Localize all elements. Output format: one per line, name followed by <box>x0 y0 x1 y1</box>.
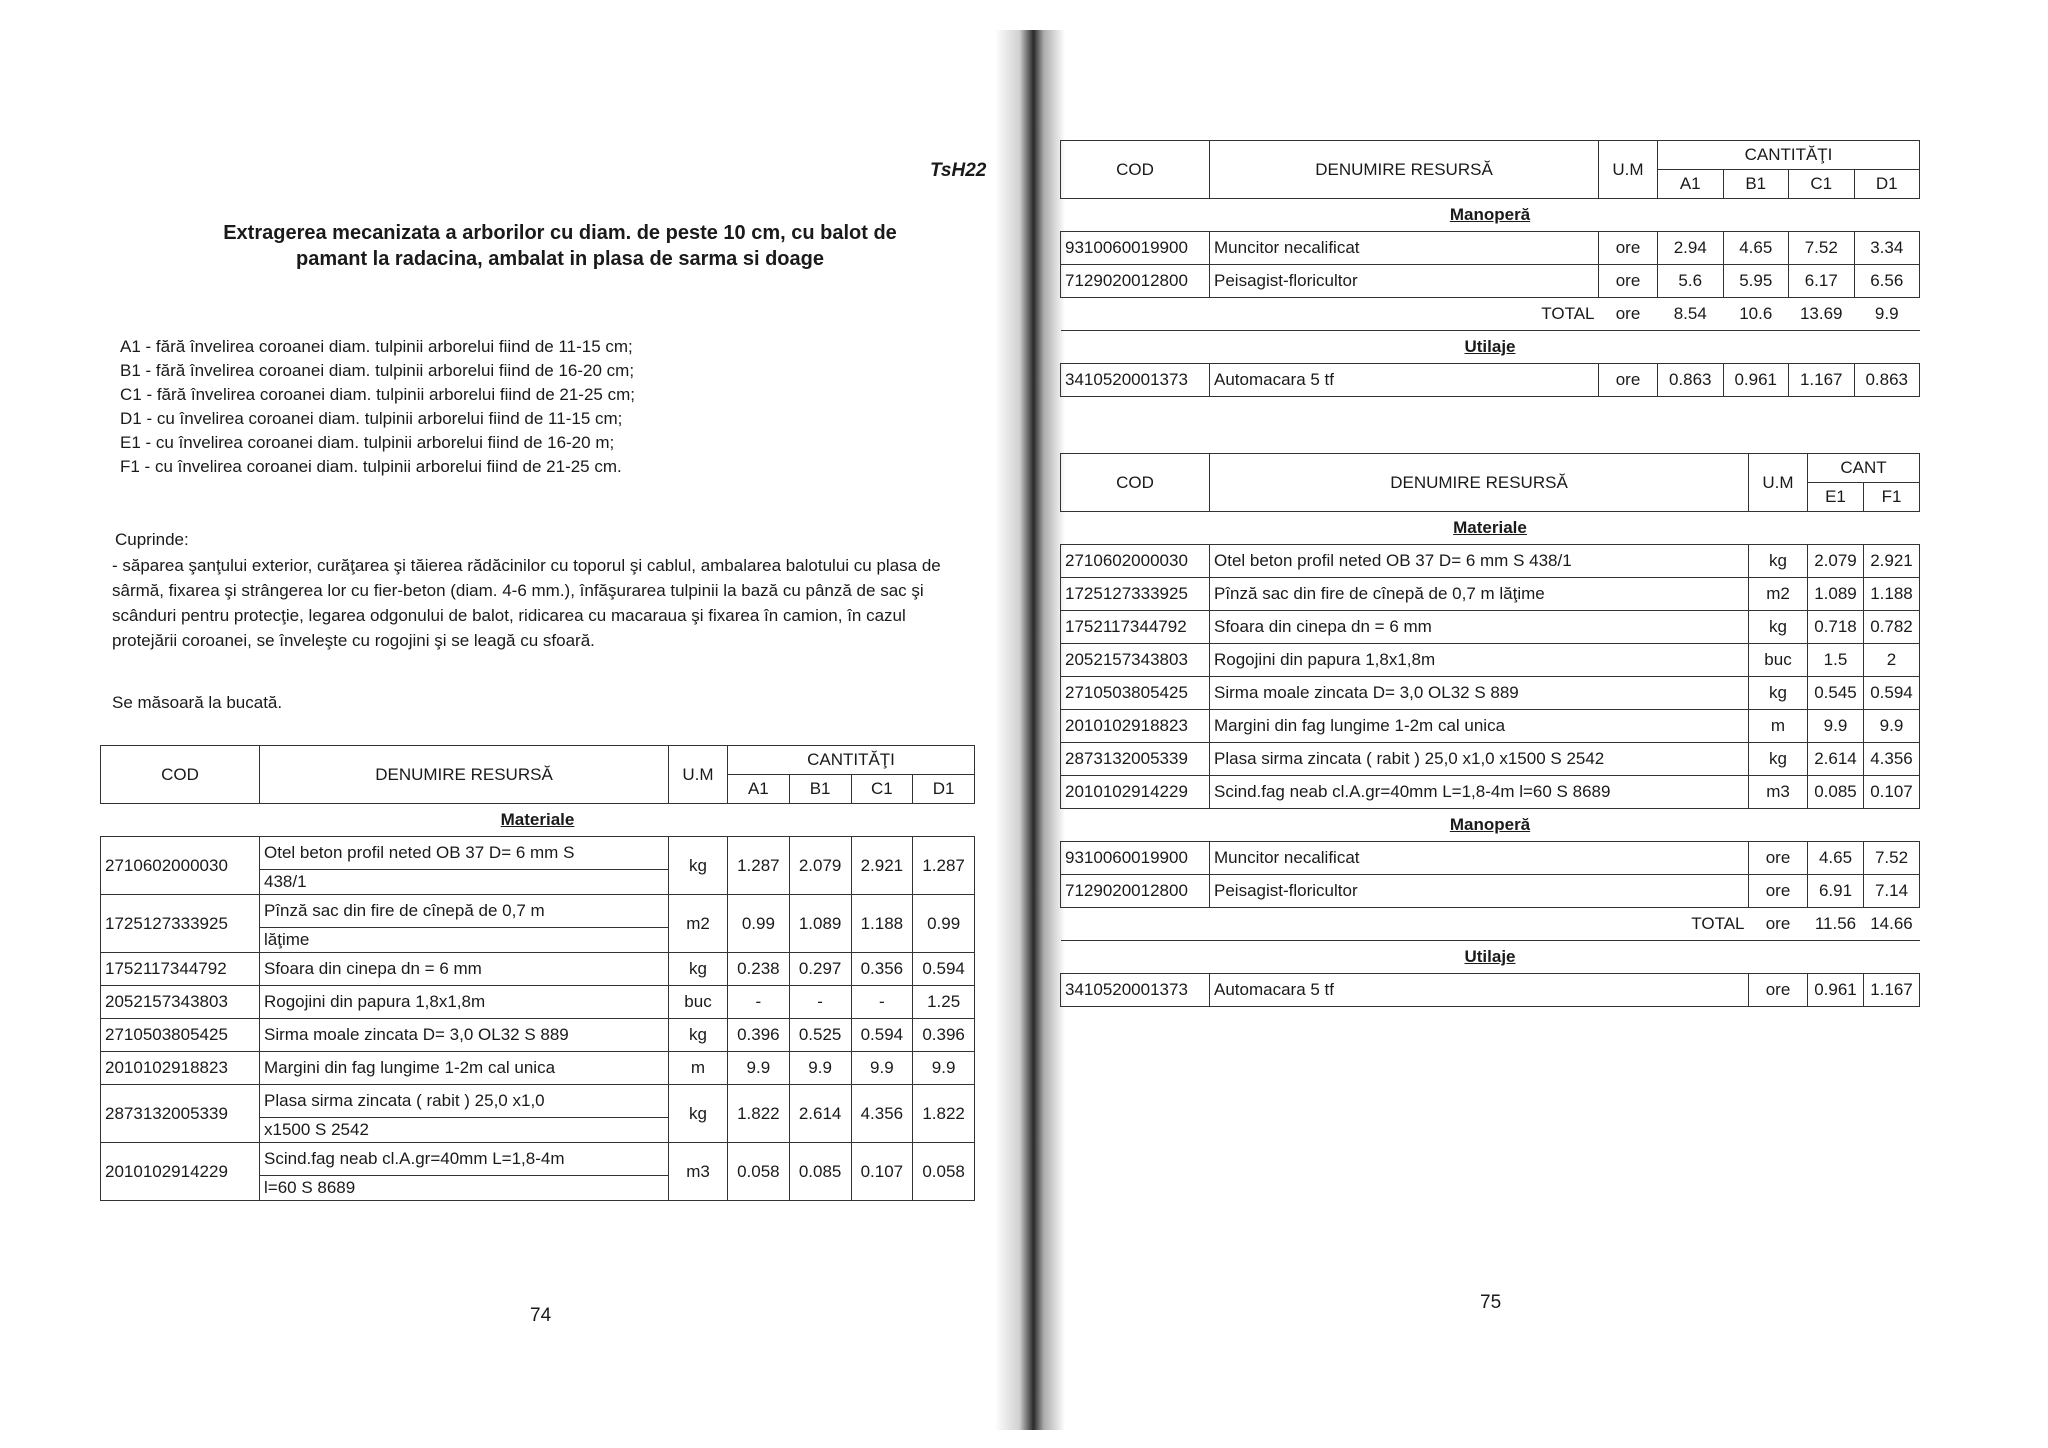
total-um: ore <box>1615 304 1641 323</box>
header-col: D1 <box>913 775 975 804</box>
cell-denumire: Sirma moale zincata D= 3,0 OL32 S 889 <box>260 1019 669 1052</box>
cell-cod: 1725127333925 <box>101 895 260 953</box>
cell-value: 6.56 <box>1854 265 1920 298</box>
table-row <box>101 895 975 928</box>
cell-cod: 1752117344792 <box>1061 611 1210 644</box>
cell-um: m3 <box>1749 776 1808 809</box>
cell-um: kg <box>669 1085 728 1143</box>
cell-value: - <box>728 986 790 1019</box>
table-row <box>1061 743 1920 776</box>
table-row <box>101 1085 975 1118</box>
cell-value: 1.167 <box>1864 974 1920 1007</box>
norm-code: TsH22 <box>930 160 987 181</box>
cell-denumire-cont: x1500 S 2542 <box>260 1118 669 1143</box>
cell-denumire: Rogojini din papura 1,8x1,8m <box>260 986 669 1019</box>
cell-value: 9.9 <box>851 1052 913 1085</box>
cell-denumire: Muncitor necalificat <box>1210 842 1749 875</box>
cell-value: 0.238 <box>728 953 790 986</box>
cell-denumire: Scind.fag neab cl.A.gr=40mm L=1,8-4m <box>260 1143 669 1176</box>
cell-value: 0.863 <box>1854 364 1920 397</box>
cell-um: ore <box>1599 364 1658 397</box>
cell-denumire: Margini din fag lungime 1-2m cal unica <box>260 1052 669 1085</box>
header-um: U.M <box>669 746 728 804</box>
cell-value: 0.594 <box>851 1019 913 1052</box>
cell-cod: 2873132005339 <box>1061 743 1210 776</box>
table-row <box>1061 545 1920 578</box>
resource-table-left <box>100 745 975 1201</box>
cell-value: 7.52 <box>1864 842 1920 875</box>
variant-item: C1 - fără învelirea coroanei diam. tulpinii arborelui fiind de 21-25 cm; <box>120 385 635 404</box>
cell-value: 6.91 <box>1808 875 1864 908</box>
cell-um: ore <box>1599 232 1658 265</box>
cell-value: 1.25 <box>913 986 975 1019</box>
cell-cod: 3410520001373 <box>1061 364 1210 397</box>
cell-value: 1.188 <box>851 895 913 953</box>
cell-um: m <box>669 1052 728 1085</box>
cell-value: 9.9 <box>728 1052 790 1085</box>
cell-value: 0.545 <box>1808 677 1864 710</box>
cell-value: 9.9 <box>1864 710 1920 743</box>
cell-denumire: Otel beton profil neted OB 37 D= 6 mm S 438/1 <box>1210 545 1749 578</box>
cell-value: 9.9 <box>913 1052 975 1085</box>
cell-value: 1.188 <box>1864 578 1920 611</box>
cell-value: 2.921 <box>851 837 913 895</box>
section-materiale: Materiale <box>101 804 975 837</box>
cell-um: kg <box>669 1019 728 1052</box>
total-row <box>1061 298 1920 331</box>
table-row <box>1061 677 1920 710</box>
cell-denumire: Sfoara din cinepa dn = 6 mm <box>260 953 669 986</box>
cell-value: 9.9 <box>1808 710 1864 743</box>
cell-cod: 2873132005339 <box>101 1085 260 1143</box>
cell-cod: 9310060019900 <box>1061 232 1210 265</box>
cell-cod: 7129020012800 <box>1061 265 1210 298</box>
cell-value: 4.65 <box>1808 842 1864 875</box>
header-denumire: DENUMIRE RESURSĂ <box>1210 454 1749 512</box>
cell-cod: 2010102918823 <box>1061 710 1210 743</box>
cell-um: ore <box>1749 875 1808 908</box>
cell-value: 0.863 <box>1658 364 1724 397</box>
page-number: 75 <box>1480 1292 1502 1313</box>
cell-um: buc <box>669 986 728 1019</box>
cell-value: 1.287 <box>728 837 790 895</box>
cell-cod: 2010102914229 <box>101 1143 260 1201</box>
cell-um: ore <box>1749 842 1808 875</box>
cell-denumire-cont: l=60 S 8689 <box>260 1176 669 1201</box>
cell-value: - <box>789 986 851 1019</box>
table-row <box>1061 974 1920 1007</box>
resource-table-right-top <box>1060 140 1920 397</box>
header-denumire: DENUMIRE RESURSĂ <box>1210 141 1599 199</box>
resource-table-right-bottom <box>1060 453 1920 1007</box>
header-cantitati: CANTITĂŢI <box>1658 141 1920 170</box>
cell-cod: 9310060019900 <box>1061 842 1210 875</box>
cell-value: 1.089 <box>1808 578 1864 611</box>
cell-value: 0.058 <box>728 1143 790 1201</box>
section-materiale: Materiale <box>1061 512 1920 545</box>
table-row <box>101 1143 975 1176</box>
cell-value: 0.297 <box>789 953 851 986</box>
cell-value: 1.822 <box>913 1085 975 1143</box>
cell-cod: 2010102914229 <box>1061 776 1210 809</box>
cell-value: 2.079 <box>1808 545 1864 578</box>
total-value: 11.56 <box>1814 914 1857 933</box>
table-row <box>1061 875 1920 908</box>
cell-um: m <box>1749 710 1808 743</box>
cell-cod: 2710602000030 <box>1061 545 1210 578</box>
cell-value: 0.99 <box>728 895 790 953</box>
table-row <box>1061 265 1920 298</box>
cell-denumire: Peisagist-floricultor <box>1210 875 1749 908</box>
cell-value: 5.95 <box>1723 265 1789 298</box>
section-manopera: Manoperă <box>1061 199 1920 232</box>
cell-value: 0.396 <box>728 1019 790 1052</box>
cell-denumire: Plasa sirma zincata ( rabit ) 25,0 x1,0 <box>260 1085 669 1118</box>
section-utilaje: Utilaje <box>1061 941 1920 974</box>
cell-cod: 2052157343803 <box>101 986 260 1019</box>
cell-cod: 1752117344792 <box>101 953 260 986</box>
cell-value: 0.107 <box>851 1143 913 1201</box>
header-cantitati: CANT <box>1808 454 1920 483</box>
total-value: 14.66 <box>1870 914 1913 933</box>
header-cantitati: CANTITĂŢI <box>728 746 975 775</box>
cell-value: 7.52 <box>1789 232 1855 265</box>
cell-um: kg <box>1749 611 1808 644</box>
table-row <box>1061 710 1920 743</box>
description-text: - săparea şanţului exterior, curăţarea şi tăierea rădăcinilor cu toporul şi cablul, ambalarea balotului cu plasa de sârmă, fixarea şi strângerea lor cu fier-beton (diam. 4-6 mm.), înfăşurarea tulpinii la bază cu pânză de sac şi scânduri pentru protecţie, legarea odgonului de balot, ridicarea cu macaraua şi fixarea în camion, în cazul protejării coroanei, se înveleşte cu rogojini şi se leagă cu sfoară. <box>112 556 941 650</box>
cell-value: 9.9 <box>789 1052 851 1085</box>
cell-cod: 2710503805425 <box>1061 677 1210 710</box>
header-denumire: DENUMIRE RESURSĂ <box>260 746 669 804</box>
cell-value: 0.058 <box>913 1143 975 1201</box>
cell-value: 2.614 <box>789 1085 851 1143</box>
page-number: 74 <box>530 1305 552 1326</box>
cell-value: 0.107 <box>1864 776 1920 809</box>
cell-um: kg <box>669 953 728 986</box>
header-col: D1 <box>1854 170 1920 199</box>
cell-value: 0.961 <box>1723 364 1789 397</box>
table-row <box>1061 232 1920 265</box>
header-cod: COD <box>1061 454 1210 512</box>
variant-item: A1 - fără învelirea coroanei diam. tulpinii arborelui fiind de 11-15 cm; <box>120 337 633 356</box>
cell-value: 4.356 <box>851 1085 913 1143</box>
table-row <box>1061 364 1920 397</box>
table-row <box>101 986 975 1019</box>
header-col: E1 <box>1808 483 1864 512</box>
table-row <box>1061 644 1920 677</box>
measure-unit-note: Se măsoară la bucată. <box>112 693 283 712</box>
cell-um: kg <box>669 837 728 895</box>
cell-value: 2.079 <box>789 837 851 895</box>
description-label: Cuprinde: <box>115 530 189 549</box>
cell-um: m3 <box>669 1143 728 1201</box>
cell-denumire: Otel beton profil neted OB 37 D= 6 mm S <box>260 837 669 870</box>
cell-value: 0.525 <box>789 1019 851 1052</box>
table-row <box>1061 842 1920 875</box>
variant-item: D1 - cu învelirea coroanei diam. tulpinii arborelui fiind de 11-15 cm; <box>120 409 623 428</box>
cell-cod: 2010102918823 <box>101 1052 260 1085</box>
cell-value: 1.167 <box>1789 364 1855 397</box>
cell-denumire-cont: 438/1 <box>260 870 669 895</box>
cell-denumire-cont: lăţime <box>260 928 669 953</box>
cell-um: m2 <box>669 895 728 953</box>
header-um: U.M <box>1599 141 1658 199</box>
cell-value: 3.34 <box>1854 232 1920 265</box>
header-col: A1 <box>1658 170 1724 199</box>
cell-value: 1.5 <box>1808 644 1864 677</box>
cell-value: 0.594 <box>1864 677 1920 710</box>
table-row <box>101 1019 975 1052</box>
header-col: B1 <box>789 775 851 804</box>
cell-denumire: Muncitor necalificat <box>1210 232 1599 265</box>
cell-value: 0.782 <box>1864 611 1920 644</box>
header-col: B1 <box>1723 170 1789 199</box>
cell-denumire: Margini din fag lungime 1-2m cal unica <box>1210 710 1749 743</box>
cell-cod: 7129020012800 <box>1061 875 1210 908</box>
cell-value: 1.287 <box>913 837 975 895</box>
section-utilaje: Utilaje <box>1061 331 1920 364</box>
cell-denumire: Pînză sac din fire de cînepă de 0,7 m <box>260 895 669 928</box>
cell-cod: 2710602000030 <box>101 837 260 895</box>
cell-denumire: Sirma moale zincata D= 3,0 OL32 S 889 <box>1210 677 1749 710</box>
cell-value: - <box>851 986 913 1019</box>
cell-value: 4.356 <box>1864 743 1920 776</box>
cell-denumire: Scind.fag neab cl.A.gr=40mm L=1,8-4m l=60 S 8689 <box>1210 776 1749 809</box>
cell-value: 0.085 <box>789 1143 851 1201</box>
total-value: 8.54 <box>1673 304 1707 323</box>
cell-um: kg <box>1749 743 1808 776</box>
header-col: C1 <box>851 775 913 804</box>
total-value: 10.6 <box>1739 304 1773 323</box>
cell-um: m2 <box>1749 578 1808 611</box>
cell-cod: 3410520001373 <box>1061 974 1210 1007</box>
header-cod: COD <box>101 746 260 804</box>
table-row <box>1061 611 1920 644</box>
header-um: U.M <box>1749 454 1808 512</box>
left-page <box>0 0 1010 1448</box>
cell-value: 0.594 <box>913 953 975 986</box>
table-row <box>101 1052 975 1085</box>
cell-value: 0.085 <box>1808 776 1864 809</box>
header-cod: COD <box>1061 141 1210 199</box>
header-col: A1 <box>728 775 790 804</box>
cell-um: buc <box>1749 644 1808 677</box>
table-row <box>101 837 975 870</box>
cell-value: 6.17 <box>1789 265 1855 298</box>
cell-um: ore <box>1599 265 1658 298</box>
cell-value: 1.822 <box>728 1085 790 1143</box>
cell-value: 7.14 <box>1864 875 1920 908</box>
cell-denumire: Automacara 5 tf <box>1210 974 1749 1007</box>
cell-value: 0.396 <box>913 1019 975 1052</box>
cell-denumire: Sfoara din cinepa dn = 6 mm <box>1210 611 1749 644</box>
cell-denumire: Plasa sirma zincata ( rabit ) 25,0 x1,0 x1500 S 2542 <box>1210 743 1749 776</box>
cell-value: 2.921 <box>1864 545 1920 578</box>
cell-value: 2.614 <box>1808 743 1864 776</box>
cell-um: kg <box>1749 677 1808 710</box>
cell-value: 1.089 <box>789 895 851 953</box>
variant-item: E1 - cu învelirea coroanei diam. tulpinii arborelui fiind de 16-20 m; <box>120 433 615 452</box>
total-um: ore <box>1765 914 1791 933</box>
total-row <box>1061 908 1920 941</box>
total-value: 9.9 <box>1874 304 1899 323</box>
page-title: Extragerea mecanizata a arborilor cu diam. de peste 10 cm, cu balot de pamant la radacina, ambalat in plasa de sarma si doage <box>223 222 897 270</box>
cell-denumire: Rogojini din papura 1,8x1,8m <box>1210 644 1749 677</box>
cell-value: 2 <box>1864 644 1920 677</box>
cell-denumire: Pînză sac din fire de cînepă de 0,7 m lăţime <box>1210 578 1749 611</box>
cell-value: 0.99 <box>913 895 975 953</box>
cell-value: 0.356 <box>851 953 913 986</box>
variant-item: B1 - fără învelirea coroanei diam. tulpinii arborelui fiind de 16-20 cm; <box>120 361 635 380</box>
cell-value: 4.65 <box>1723 232 1789 265</box>
cell-cod: 2052157343803 <box>1061 644 1210 677</box>
cell-value: 0.961 <box>1808 974 1864 1007</box>
cell-um: ore <box>1749 974 1808 1007</box>
table-row <box>101 953 975 986</box>
cell-value: 2.94 <box>1658 232 1724 265</box>
cell-value: 0.718 <box>1808 611 1864 644</box>
table-row <box>1061 776 1920 809</box>
header-col: C1 <box>1789 170 1855 199</box>
total-label: TOTAL <box>1691 914 1745 933</box>
cell-value: 5.6 <box>1658 265 1724 298</box>
total-value: 13.69 <box>1799 304 1843 323</box>
variant-list <box>120 335 635 479</box>
cell-denumire: Peisagist-floricultor <box>1210 265 1599 298</box>
cell-cod: 2710503805425 <box>101 1019 260 1052</box>
cell-cod: 1725127333925 <box>1061 578 1210 611</box>
section-manopera: Manoperă <box>1061 809 1920 842</box>
variant-item: F1 - cu învelirea coroanei diam. tulpinii arborelui fiind de 21-25 cm. <box>120 457 622 476</box>
cell-um: kg <box>1749 545 1808 578</box>
header-col: F1 <box>1864 483 1920 512</box>
total-label: TOTAL <box>1541 304 1595 323</box>
table-row <box>1061 578 1920 611</box>
cell-denumire: Automacara 5 tf <box>1210 364 1599 397</box>
